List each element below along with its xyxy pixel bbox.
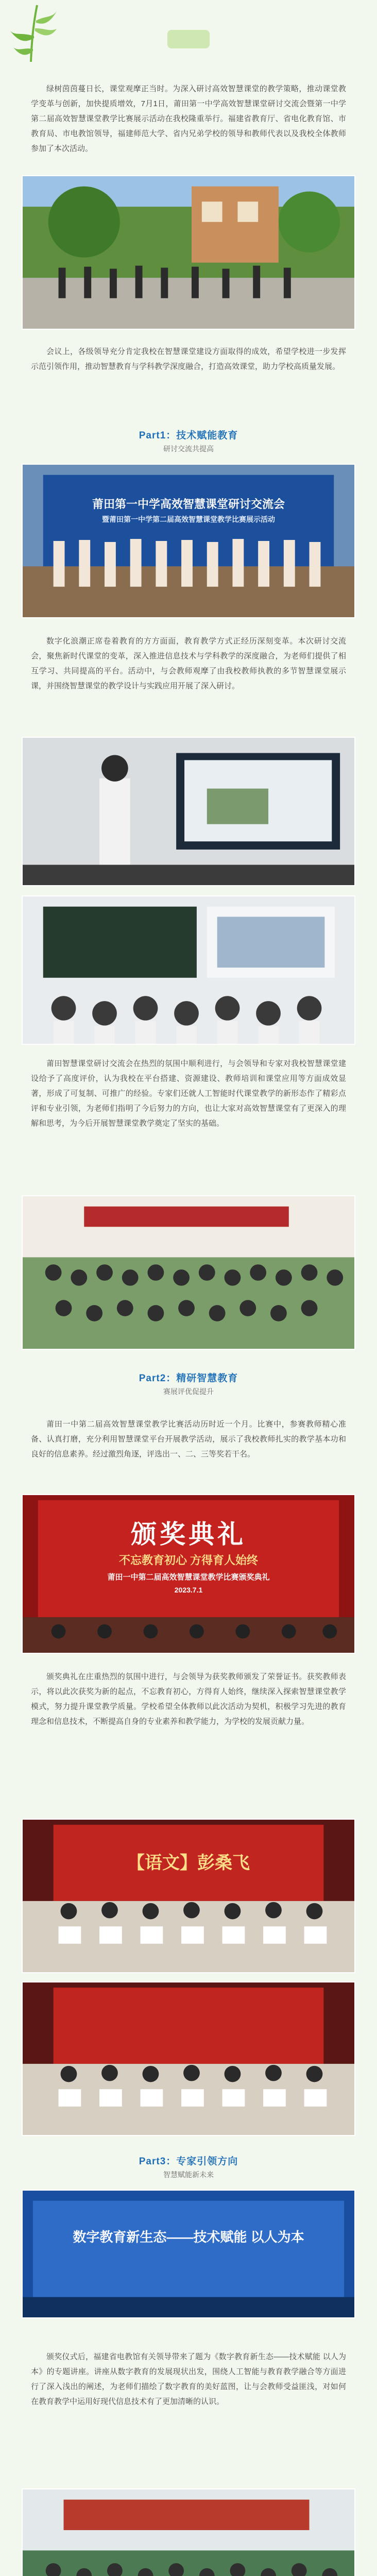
part1-subtitle: 研讨交流共提高	[163, 445, 214, 453]
photo-award-ceremony	[22, 1494, 355, 1654]
photo-lecture-slide	[22, 2190, 355, 2318]
seminar-paragraph: 数字化浪潮正席卷着教育的方方面面，教育教学方式正经历深刻变革。本次研讨交流会，聚焦新时代课堂的变革，深入推进信息技术与学科教学的深度融合，为老师们提供了相互学习、共同提高的平台。活动中，与会教师观摩了由我校教师执教的多节智慧课堂展示课，并围绕智慧课堂的教学设计与实践应用开展了深入研讨。	[31, 637, 346, 690]
photo-campus-visit	[22, 175, 355, 330]
header-tag	[167, 30, 210, 48]
part1-label: Part1：技术赋能教育	[139, 430, 238, 441]
part3-heading	[0, 2154, 377, 2180]
photo-certificate-group-1	[22, 1819, 355, 1973]
part1-heading	[0, 428, 377, 454]
part3-label: Part3：专家引领方向	[139, 2156, 238, 2167]
part2-heading	[0, 1370, 377, 1397]
banner1-title: 莆田第一中学高效智慧课堂研讨交流会	[92, 498, 285, 511]
photo-banner-group	[22, 464, 355, 618]
certificate-name: 【语文】彭桑飞	[127, 1853, 250, 1873]
intro-paragraph: 绿树茵茵蔓日长，课堂观摩正当时。为深入研讨高效智慧课堂的教学策略，推动课堂教学变革与创新，加快提质增效，7月1日，莆田第一中学高效智慧课堂研讨交流会暨第一中学第二届高效智慧课堂教学比赛展示活动在我校隆重举行。福建省教育厅、省电化教育馆、市教育局、市电教馆领导，福建师范大学、省内兄弟学校的领导和教师代表以及我校全体教师参加了本次活动。	[31, 84, 346, 153]
photo-classroom	[22, 895, 355, 1045]
lecture-title: 数字教育新生态——技术赋能 以人为本	[73, 2229, 304, 2245]
evaluation-paragraph: 莆田智慧课堂研讨交流会在热烈的氛围中顺利进行，与会领导和专家对我校智慧课堂建设给予了高度评价，认为我校在平台搭建、资源建设、教师培训和课堂应用等方面成效显著，形成了可复制、可推广的经验。专家们还就人工智能时代课堂教学的新形态作了精彩点评和专业引领，为老师们指明了今后努力的方向，也让大家对高效智慧课堂有了更深入的理解和思考，为今后开展智慧课堂教学奠定了坚实的基础。	[31, 1059, 346, 1128]
competition-paragraph: 莆田一中第二届高效智慧课堂教学比赛活动历时近一个月。比赛中，参赛教师精心准备、认真打磨，充分利用智慧课堂平台开展教学活动，展示了我校教师扎实的教学基本功和良好的信息素养。经过激烈角逐，评选出一、二、三等奖若干名。	[31, 1420, 346, 1459]
photo-certificate-group-2	[22, 1981, 355, 2136]
lecture-paragraph: 颁奖仪式后，福建省电教馆有关领导带来了题为《数字教育新生态——技术赋能 以人为本》的专题讲座。讲座从数字教育的发展现状出发，围绕人工智能与教育教学融合等方面进行了深入浅出的阐述，为老师们描绘了数字教育的美好蓝图，让与会教师受益匪浅，对如何在教育教学中运用好现代信息技术有了更加清晰的认识。	[31, 2352, 346, 2406]
banner1-subtitle: 暨莆田第一中学第二届高效智慧课堂教学比赛展示活动	[102, 515, 275, 523]
part2-label: Part2：精研智慧教育	[139, 1373, 238, 1384]
photo-teacher-lecture	[22, 737, 355, 886]
photo-audience-hall	[22, 1195, 355, 1350]
award-date: 2023.7.1	[174, 1586, 203, 1594]
award-slogan: 不忘教育初心 方得育人始终	[118, 1554, 259, 1567]
award-title: 颁奖典礼	[131, 1519, 246, 1549]
award-paragraph: 颁奖典礼在庄重热烈的氛围中进行，与会领导为获奖教师颁发了荣誉证书。获奖教师表示，将以此次获奖为新的起点，不忘教育初心，方得育人始终，继续深入探索智慧课堂教学模式，努力提升课堂教学质量。学校希望全体教师以此次活动为契机，积极学习先进的教育理念和信息技术，不断提高自身的专业素养和教学能力，为学校的发展贡献力量。	[31, 1672, 346, 1726]
part3-subtitle: 智慧赋能新未来	[163, 2171, 214, 2179]
award-line: 莆田一中第二届高效智慧课堂教学比赛颁奖典礼	[107, 1573, 270, 1582]
photo-meeting-room	[22, 2488, 355, 2576]
leader-paragraph: 会议上，各级领导充分肯定我校在智慧课堂建设方面取得的成效，希望学校进一步发挥示范引领作用，推动智慧教育与学科教学深度融合，打造高效课堂，助力学校高质量发展。	[31, 347, 346, 371]
part2-subtitle: 赛展评优促提升	[163, 1387, 214, 1396]
